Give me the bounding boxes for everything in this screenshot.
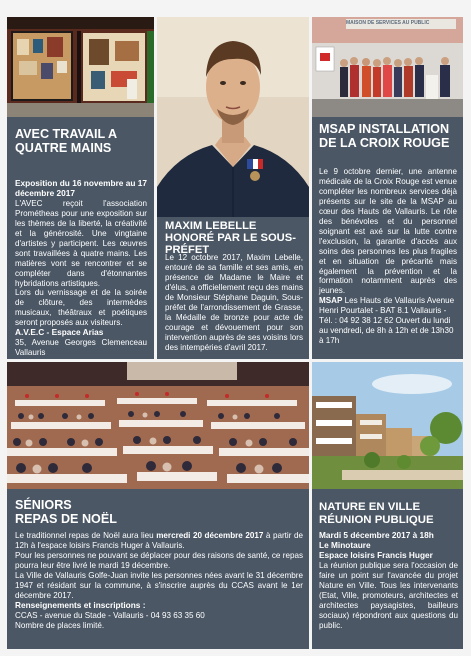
nature-title-1: NATURE EN VILLE (319, 501, 421, 513)
avec-title: AVEC TRAVAIL A QUATRE MAINS (15, 127, 117, 155)
seniors-delivery: Pour les personnes ne pouvant se déplacer pour des raisons de santé, ce repas pourra leur être livré le mardi 19 décembre. (15, 550, 303, 570)
maxim-lebelle-portrait (157, 17, 309, 217)
avec-dates: Exposition du 16 novembre au 17 décembre 2017 (15, 178, 147, 198)
msap-label: MSAP (319, 296, 343, 306)
seniors-title-1: SÉNIORS (15, 498, 72, 512)
msap-title: MSAP INSTALLATION DE LA CROIX ROUGE (319, 122, 450, 150)
nature-place-2: Espace loisirs Francis Huger (319, 549, 433, 560)
nature-place-1: Le Minotaure (319, 539, 371, 550)
nature-body: La réunion publique sera l'occasion de faire un point sur l'avancée du projet Nature en Ville. Tous les intervenants (Etat, Ville, promoteurs, architectes et architectes paysagistes, bailleurs sociaux) répondront aux questions du public. (319, 560, 458, 630)
nature-housing-photo (312, 362, 463, 489)
seniors-title-2: REPAS DE NOËL (15, 512, 117, 526)
gallery-storefront-photo (7, 17, 154, 117)
seniors-reg-contact: CCAS - avenue du Stade - Vallauris - 04 93 63 35 60 (15, 610, 205, 620)
seniors-banquet-photo (7, 362, 309, 489)
avec-body: L'AVEC reçoit l'association Prométheas pour une exposition sur les thèmes de la liberté, la créativité et la générosité. Une vingtaine d'artistes y participent. Les œuvres sont travaillées à quatre mains. Les matières vont se rencontrer et se compléter dans d'étonnantes hybridations artistiques. (15, 198, 147, 288)
msap-building-sign: MAISON DE SERVICES AU PUBLIC (346, 20, 430, 26)
maxim-lebelle-panel (157, 217, 309, 359)
msap-group-photo (312, 17, 463, 117)
avec-body-2: Lors du vernissage et de la soirée de clôture, des intermèdes musicaux, théâtraux et poétiques seront proposés aux visiteurs. (15, 288, 147, 328)
avec-exhibition-panel (7, 117, 154, 359)
seniors-eligibility: La Ville de Vallauris Golfe-Juan invite les personnes nées avant le 31 décembre 1947 et résidant sur la commune, à s'inscrire auprès du CCAS avant le 1er décembre 2017. (15, 570, 303, 600)
msap-body: Le 9 octobre dernier, une antenne médicale de la Croix Rouge est venue compléter les nombreux services déjà présents sur le site de la MSAP au cœur des Hauts de Vallauris. Le rôle des bénévoles et du personnel soignant est axé sur la lutte contre l'exclusion, la garantie d'accès aux soins des personnes les plus fragiles et en situation de précarité mais également la prévention et la formation notamment auprès des jeunes. (319, 167, 457, 296)
maxim-title: MAXIM LEBELLE HONORÉ PAR LE SOUS-PRÉFET (165, 220, 296, 257)
seniors-limit: Nombre de places limité. (15, 620, 105, 630)
seniors-body-post: à partir de 12h à l'espace loisirs Francis Huger à Vallauris. (15, 531, 303, 550)
nature-date: Mardi 5 décembre 2017 à 18h (319, 530, 434, 540)
nature-title-2: RÉUNION PUBLIQUE (319, 514, 434, 526)
msap-panel (312, 117, 463, 359)
nature-panel (312, 489, 463, 649)
seniors-reg-label: Renseignements et inscriptions : (15, 599, 146, 610)
seniors-panel (7, 489, 309, 649)
seniors-date: mercredi 20 décembre 2017 (156, 531, 264, 540)
avec-address: 35, Avenue Georges Clemenceau Vallauris (15, 338, 147, 358)
msap-address: Les Hauts de Vallauris Avenue Henri Pourtalet - BAT 8.1 Vallauris - Tél. : 04 92 38 12 62 Ouvert du lundi au vendredi, de 8h à 12h et de 13h30 à 17h (319, 296, 455, 346)
seniors-body-pre: Le traditionnel repas de Noël aura lieu (15, 531, 157, 540)
maxim-body: Le 12 octobre 2017, Maxim Lebelle, entouré de sa famille et ses amis, en présence de Madame le Maire et d'élus, a officiellement reçu des mains de Monsieur Stéphane Daguin, Sous-préfet de l'arrondissement de Grasse, la Médaille de bronze pour acte de courage et dévouement pour son intervention auprès de ses voisins lors des intempéries d'avril 2017. (165, 253, 303, 352)
avec-venue: A.V.E.C - Espace Arias (15, 327, 104, 338)
